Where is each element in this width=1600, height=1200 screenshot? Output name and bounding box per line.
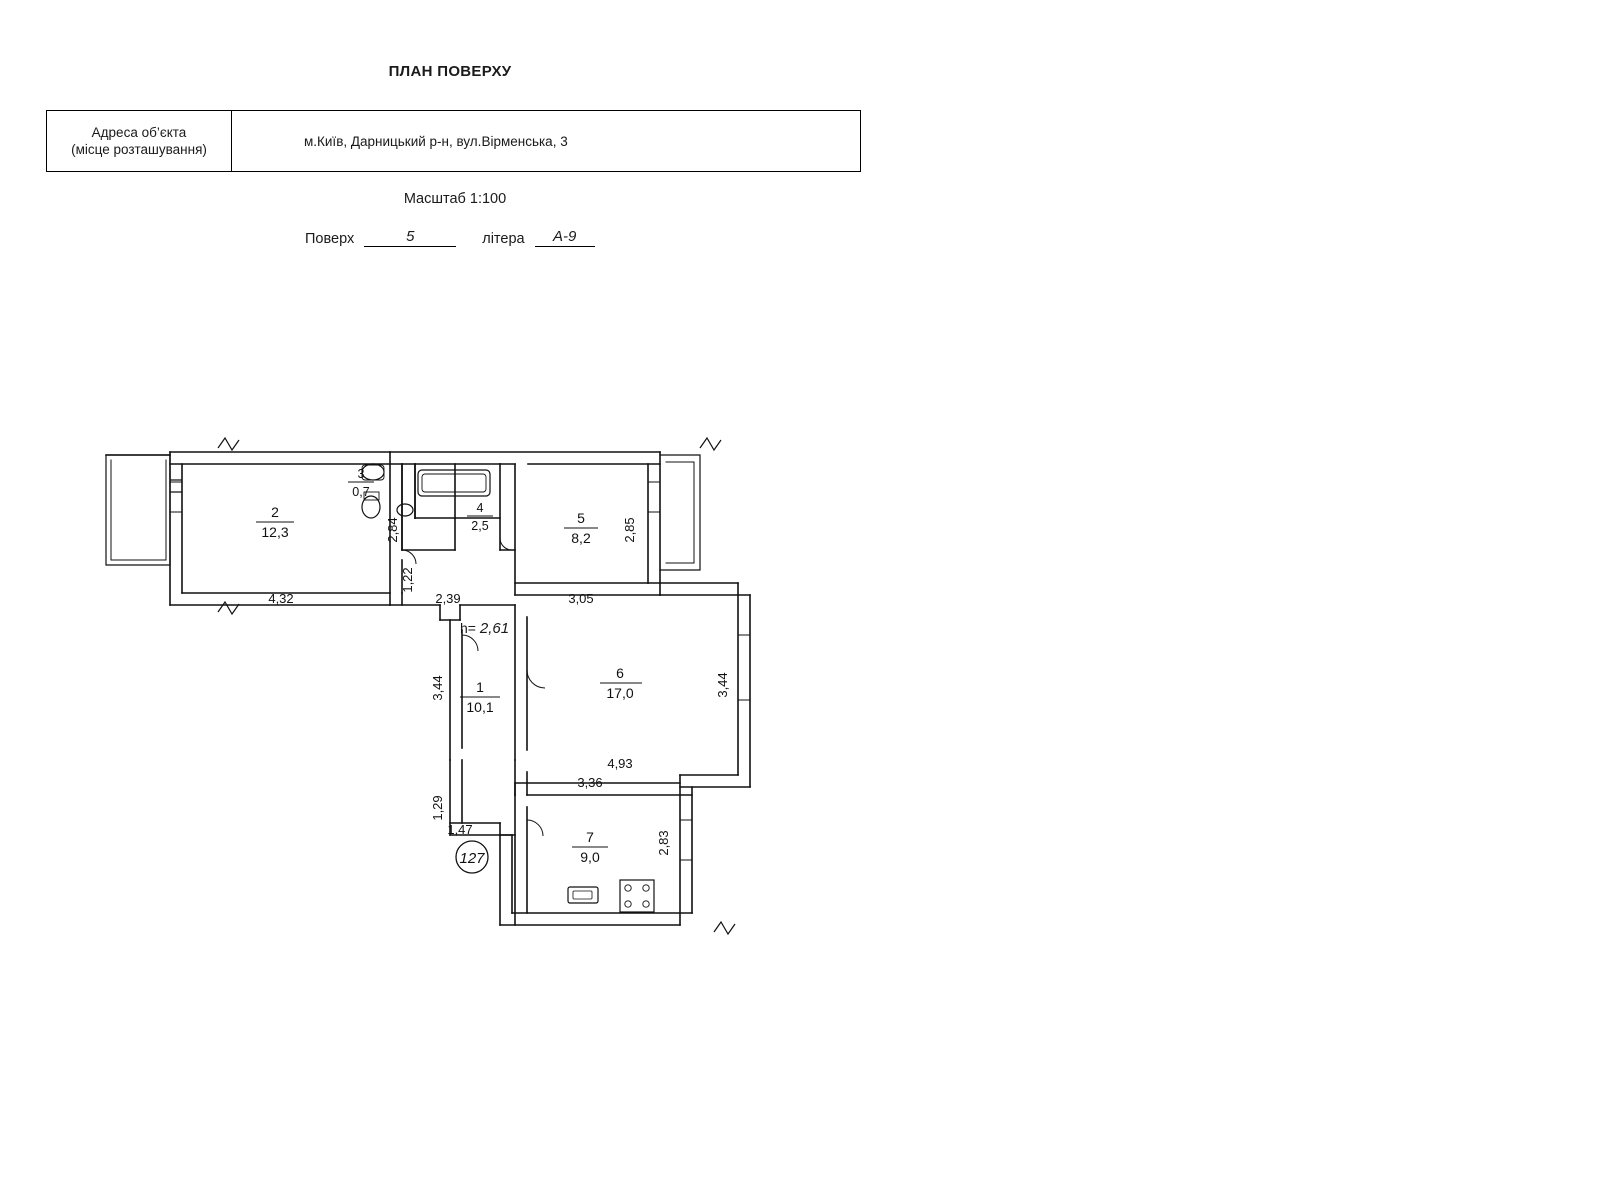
floor-value: 5	[364, 228, 456, 247]
address-label-line1: Адреса об’єкта	[91, 125, 187, 140]
dim-hall-lower-h: 1,29	[430, 795, 445, 821]
page-title: ПЛАН ПОВЕРХУ	[388, 63, 512, 80]
dim-room7-height: 2,83	[656, 830, 671, 856]
dim-room2-height: 2,84	[385, 517, 400, 543]
address-value-cell: м.Київ, Дарницький р-н, вул.Вірменська, 3	[304, 133, 568, 149]
letter-value: А-9	[535, 228, 595, 247]
ceiling-height-value: 2,61	[479, 620, 510, 637]
dim-room6-width: 4,93	[607, 756, 633, 771]
floor-label: Поверх	[305, 231, 355, 247]
floor-info	[305, 228, 595, 247]
room-5-area: 8,2	[571, 530, 591, 546]
room-2-area: 12,3	[261, 524, 289, 540]
room-7-number: 7	[586, 829, 594, 845]
apartment-number: 127	[459, 850, 485, 867]
room-5-number: 5	[577, 510, 585, 526]
scale-label: Масштаб 1:100	[403, 191, 507, 207]
dim-room2-width: 4,32	[268, 591, 294, 606]
dim-room5-width: 3,05	[568, 591, 594, 606]
dim-corridor-top: 2,39	[435, 591, 461, 606]
ceiling-height-label: h=	[460, 620, 476, 636]
room-6-number: 6	[616, 665, 624, 681]
room-4-area: 2,5	[471, 519, 489, 533]
room-2-number: 2	[271, 504, 279, 520]
dim-room7-width: 3,36	[577, 775, 603, 790]
dim-corridor-small-h: 1,22	[400, 567, 415, 593]
dim-hall-height: 3,44	[430, 675, 445, 701]
room-1-area: 10,1	[466, 699, 494, 715]
dim-room5-height: 2,85	[622, 517, 637, 543]
room-3-area: 0,7	[352, 485, 370, 499]
room-1-number: 1	[476, 679, 484, 695]
address-label-cell	[47, 111, 232, 171]
room-7-area: 9,0	[580, 849, 600, 865]
room-3-number: 3	[357, 467, 365, 481]
dim-room6-height: 3,44	[715, 672, 730, 698]
floor-plan-drawing	[60, 420, 860, 960]
address-table	[46, 110, 861, 172]
dim-hall-lower-w: 1,47	[447, 822, 473, 837]
room-6-area: 17,0	[606, 685, 634, 701]
room-4-number: 4	[476, 501, 484, 515]
address-label-line2: (місце розташування)	[71, 142, 207, 157]
letter-label: літера	[482, 231, 525, 247]
